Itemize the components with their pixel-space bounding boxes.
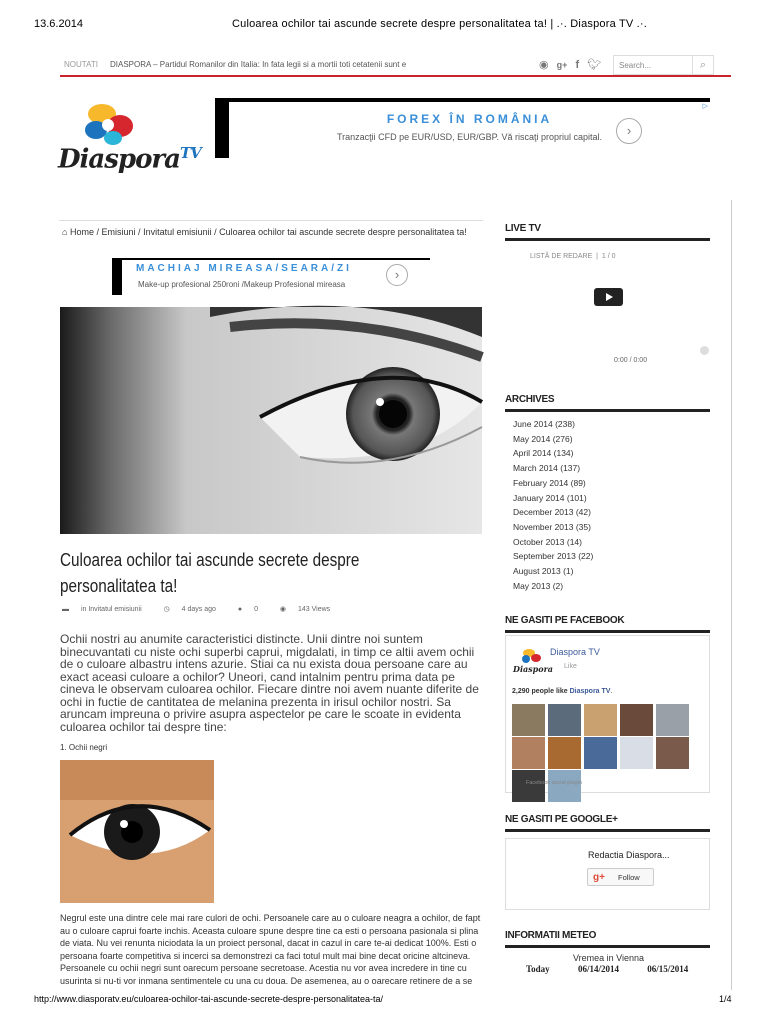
ad-banner-top[interactable] — [215, 98, 710, 158]
diaspora-avatar[interactable] — [512, 646, 553, 674]
avatar[interactable] — [584, 737, 617, 769]
eye-icon: ◉ — [279, 606, 287, 613]
twitter-icon[interactable]: 🐦︎ — [587, 59, 602, 71]
volume-icon[interactable] — [700, 346, 709, 355]
avatar[interactable] — [620, 704, 653, 736]
avatar[interactable] — [656, 704, 689, 736]
breadcrumb-invitatul[interactable]: Invitatul emisiunii — [143, 227, 212, 237]
count-text: 2,290 people like — [512, 688, 568, 695]
article-category[interactable]: in Invitatul emisiunii — [80, 606, 142, 613]
avatar[interactable] — [512, 770, 545, 802]
archive-item[interactable]: October 2013 (14) — [513, 536, 582, 547]
weather-date: 06/14/2014 — [577, 964, 619, 974]
avatar[interactable] — [656, 737, 689, 769]
weather-dates — [526, 964, 688, 974]
breadcrumb-emisiuni[interactable]: Emisiuni — [101, 227, 136, 237]
chevron-right-icon[interactable]: › — [386, 264, 408, 286]
article-intro: Ochii nostri au anumite caracteristici distincte. Unii dintre noi suntem binecuvantati cu niste ochi superbi caprui, migdalati, in timp ce altii avem ochii de o culoare albastru intens azurie. Stiai ca nu exista doua persoane care au exact aceasi culoare a ochilor? Uneori, cand intalnim pentru prima data pe cineva le observam culoarea ochilor. Fiecare dintre noi avem nuante diferite de ochi in fuctie de cantitatea de melanina prezenta in irisul ochilor nostri. Sa aruncam impreuna o privire asupra aspectelor pe care le scoate in evidenta culoarea ochilor tai despre tine: — [60, 632, 479, 734]
print-url: http://www.diasporatv.eu/culoarea-ochilor-tai-ascunde-secrete-despre-personalitatea-ta/ — [34, 994, 384, 1004]
svg-text:Diaspora: Diaspora — [513, 664, 553, 674]
facebook-count: 2,290 people like Diaspora TV. — [512, 688, 613, 695]
archive-item[interactable]: April 2014 (134) — [513, 448, 574, 459]
facebook-likebox — [505, 635, 710, 793]
playlist-bar[interactable]: LISTĂ DE REDARE | 1 / 0 — [530, 253, 616, 260]
avatar[interactable] — [584, 704, 617, 736]
article-title — [60, 547, 468, 599]
weather-date: 06/15/2014 — [647, 964, 689, 974]
archive-item[interactable]: August 2013 (1) — [513, 566, 574, 577]
article-subheading: 1. Ochii negri — [60, 743, 108, 752]
archive-item[interactable]: February 2014 (89) — [513, 477, 586, 488]
archive-item[interactable]: September 2013 (22) — [513, 551, 594, 562]
facebook-widget — [505, 615, 710, 633]
news-label: NOUTATI — [64, 60, 98, 69]
avatar[interactable] — [548, 737, 581, 769]
ad-banner-mid[interactable] — [112, 258, 430, 295]
breadcrumb-separator: / — [138, 227, 141, 237]
weather-widget — [505, 930, 710, 948]
google-page-name[interactable]: Redactia Diaspora... — [588, 850, 670, 860]
hero-image — [60, 307, 482, 534]
avatar[interactable] — [548, 770, 581, 802]
google-follow-button[interactable] — [587, 868, 654, 886]
archives-title: ARCHIVES — [505, 394, 710, 412]
adchoices-icon[interactable]: ▷ — [702, 103, 708, 110]
ad-text: Make-up profesional 250roni /Makeup Profesional mireasa — [138, 280, 346, 289]
breadcrumb-current: Culoarea ochilor tai ascunde secrete despre personalitatea ta! — [219, 227, 467, 237]
ad-title: MACHIAJ MIREASA/SEARA/ZI — [136, 263, 352, 274]
home-icon: ⌂ — [62, 227, 68, 237]
avatar[interactable] — [512, 704, 545, 736]
weather-title: INFORMATII METEO — [505, 930, 710, 948]
playlist-label: LISTĂ DE REDARE — [530, 253, 593, 260]
archives-list — [513, 417, 593, 593]
archive-item[interactable]: December 2013 (42) — [513, 507, 591, 518]
article-time: 4 days ago — [181, 606, 216, 613]
logo-suffix: TV — [179, 144, 201, 162]
comments-icon: ● — [237, 606, 243, 613]
facebook-plugin-note: Facebook social plugin — [526, 780, 582, 786]
article-body: Negrul este una dintre cele mai rare culori de ochi. Persoanele care au o culoare neagra a ochilor, de fapt au o culoare caprui foarte inchis. Aceasta culoare spune despre tine ca esti o persoana pasionala si plina de viata. Nu vei renunta niciodata la un proiect personal, dacat in cazul in care te-ai dedicat 100%. Esti o persoana foarte competitiva si incerci sa demonstrezi ca faci totul mult mai bine decat oricine altcineva. Persoanele cu ochii negri sunt oarecum persoane secretoase. Acestia nu vor avea incredere in tine cu usurinta si nu-ti vor inmana sentimentele cu una cu doua. De asemenea, au o oarecare retinere de a se — [60, 913, 481, 986]
archive-item[interactable]: March 2014 (137) — [513, 463, 581, 474]
archive-item[interactable]: June 2014 (238) — [513, 419, 575, 429]
archive-item[interactable]: November 2013 (35) — [513, 521, 591, 532]
title-line-1: Culoarea ochilor tai ascunde secrete despre — [60, 550, 360, 570]
avatar[interactable] — [512, 737, 545, 769]
weather-location[interactable]: Vremea in Vienna — [573, 953, 645, 963]
facebook-faces — [512, 704, 702, 803]
site-logo[interactable] — [58, 100, 201, 180]
weather-today: Today — [526, 964, 550, 974]
archive-item[interactable]: January 2014 (101) — [513, 492, 587, 503]
facebook-page-name[interactable]: Diaspora TV — [550, 647, 600, 657]
divider — [59, 220, 483, 221]
archives-widget — [505, 394, 710, 412]
archive-item[interactable]: May 2013 (2) — [513, 580, 564, 591]
black-eye-image — [60, 760, 214, 903]
live-tv-title: LIVE TV — [505, 223, 710, 241]
logo-mark — [58, 100, 138, 150]
google-widget — [505, 814, 710, 832]
facebook-like-button[interactable]: Like — [564, 663, 577, 670]
breadcrumb-home[interactable]: Home — [69, 227, 94, 237]
search-input[interactable]: Search... — [613, 55, 693, 75]
archive-item[interactable]: May 2014 (276) — [513, 433, 573, 444]
player-time: 0:00 / 0:00 — [614, 357, 648, 364]
avatar[interactable] — [620, 737, 653, 769]
count-page[interactable]: Diaspora TV — [569, 688, 611, 695]
breadcrumb-separator: / — [96, 227, 99, 237]
play-button[interactable] — [594, 288, 623, 306]
chevron-right-icon[interactable]: › — [616, 118, 642, 144]
title-line-2: personalitatea ta! — [60, 576, 178, 596]
ad-text: Tranzacţii CFD pe EUR/USD, EUR/GBP. Vă riscaţi propriul capital. — [336, 132, 603, 142]
google-plus-icon: g+ — [593, 872, 605, 883]
facebook-title: NE GASITI PE FACEBOOK — [505, 615, 710, 633]
search-icon[interactable]: ⌕ — [692, 55, 714, 75]
top-bar — [60, 55, 731, 77]
google-title: NE GASITI PE GOOGLE+ — [505, 814, 710, 832]
follow-label: Follow — [618, 873, 640, 882]
clock-icon: ◷ — [163, 606, 170, 613]
print-date: 13.6.2014 — [34, 18, 83, 30]
google-plus-badge — [505, 838, 710, 910]
social-links — [539, 58, 606, 71]
facebook-icon[interactable]: f — [575, 59, 580, 71]
news-ticker[interactable]: DIASPORA – Partidul Romanilor din Italia: In fata legii si a mortii toti cetatenii sunt e — [110, 60, 407, 69]
divider — [731, 200, 732, 990]
avatar[interactable] — [548, 704, 581, 736]
article-views: 143 Views — [297, 606, 331, 613]
print-title: Culoarea ochilor tai ascunde secrete despre personalitatea ta! | .·. Diaspora TV .·. — [232, 18, 648, 30]
breadcrumb — [62, 227, 467, 237]
playlist-count: 1 / 0 — [601, 253, 616, 260]
breadcrumb-separator: / — [214, 227, 217, 237]
article-meta — [62, 605, 350, 613]
print-page-number: 1/4 — [719, 994, 732, 1004]
ad-title: FOREX ÎN ROMÂNIA — [386, 112, 553, 126]
logo-word: Diaspora — [58, 144, 180, 175]
logo-text — [58, 144, 201, 175]
article-comments[interactable]: 0 — [254, 606, 258, 613]
google-plus-icon[interactable]: g+ — [556, 60, 568, 70]
rss-icon[interactable]: ◉ — [539, 59, 549, 71]
folder-icon: ▬ — [62, 606, 69, 613]
live-tv-widget — [505, 223, 710, 241]
